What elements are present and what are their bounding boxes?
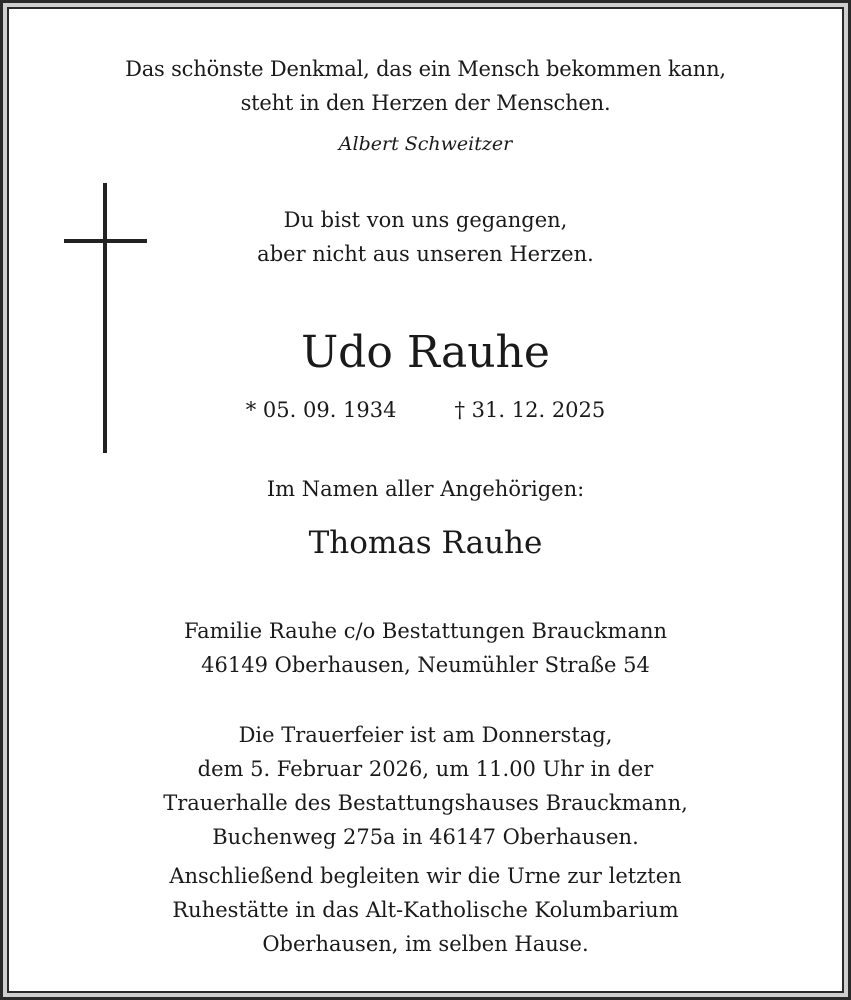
address-line: Familie Rauhe c/o Bestattungen Brauckmann <box>183 619 668 643</box>
service-line: Die Trauerfeier ist am Donnerstag, <box>238 723 613 747</box>
quote-line: steht in den Herzen der Menschen. <box>240 91 611 115</box>
funeral-service-info <box>0 718 851 854</box>
contact-address <box>0 614 851 682</box>
birth-date: * 05. 09. 1934 <box>245 398 397 422</box>
service-line: dem 5. Februar 2026, um 11.00 Uhr in der <box>197 757 654 781</box>
mourner-name: Thomas Rauhe <box>308 525 543 561</box>
burial-line: Anschließend begleiten wir die Urne zur letzten <box>169 864 682 888</box>
deceased-name: Udo Rauhe <box>301 327 550 378</box>
life-dates <box>0 394 851 426</box>
verse <box>0 203 851 271</box>
service-line: Buchenweg 275a in 46147 Oberhausen. <box>212 825 639 849</box>
service-line: Trauerhalle des Bestattungshauses Brauckmann, <box>163 791 688 815</box>
burial-line: Ruhestätte in das Alt-Katholische Kolumbarium <box>172 898 679 922</box>
verse-line: aber nicht aus unseren Herzen. <box>257 242 594 266</box>
quote <box>0 52 851 120</box>
verse-line: Du bist von uns gegangen, <box>283 208 568 232</box>
address-line: 46149 Oberhausen, Neumühler Straße 54 <box>201 653 650 677</box>
death-date: † 31. 12. 2025 <box>454 398 606 422</box>
quote-line: Das schönste Denkmal, das ein Mensch bekommen kann, <box>125 57 726 81</box>
burial-info <box>0 859 851 961</box>
mourners-intro: Im Namen aller Angehörigen: <box>266 477 585 501</box>
burial-line: Oberhausen, im selben Hause. <box>262 932 589 956</box>
quote-author: Albert Schweitzer <box>338 133 513 155</box>
